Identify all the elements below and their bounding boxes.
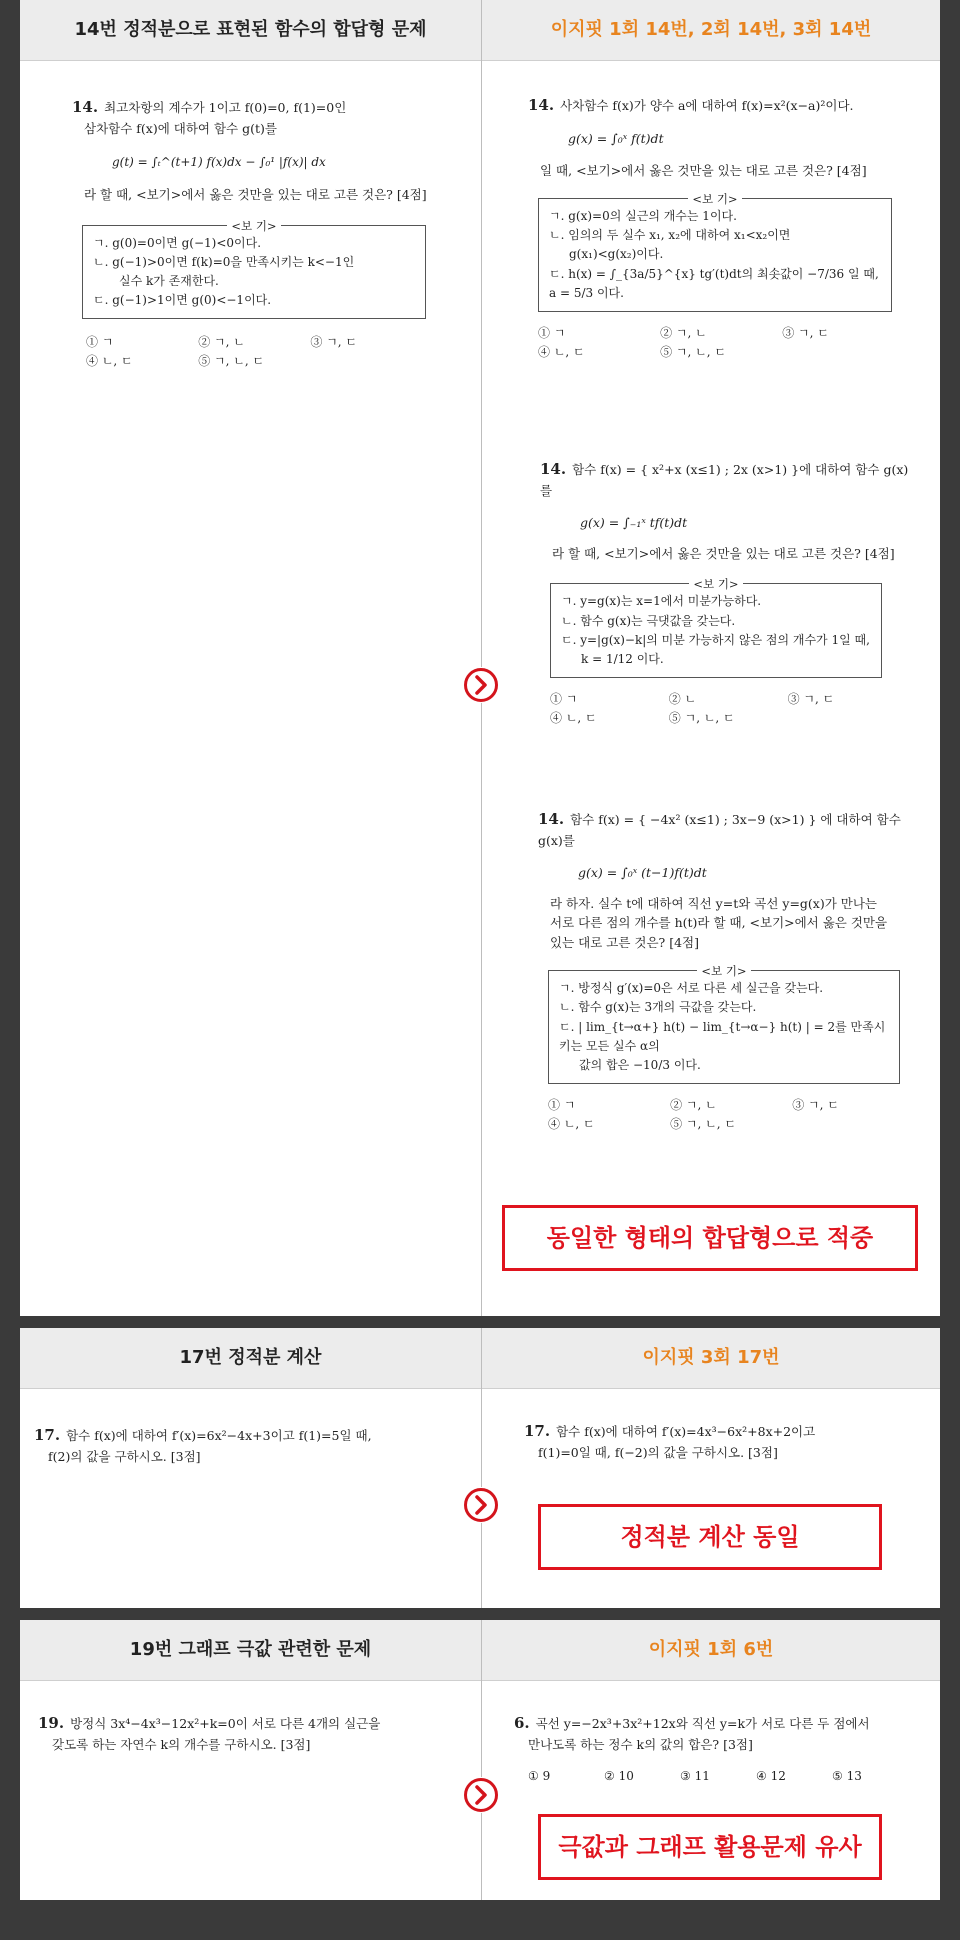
left-header-title: 19번 그래프 극값 관련한 문제 bbox=[129, 1639, 372, 1660]
column-divider bbox=[481, 0, 482, 1316]
chevron-right-circle-icon bbox=[463, 667, 499, 703]
exam-problem-19 bbox=[38, 1712, 478, 1755]
choice: ⑤ ㄱ, ㄴ, ㄷ bbox=[668, 710, 735, 725]
bogi-box bbox=[82, 218, 426, 320]
problem-line: 방정식 3x⁴−4x³−12x²+k=0이 서로 다른 4개의 실근을 bbox=[70, 1716, 381, 1731]
choice: ③ ㄱ, ㄷ bbox=[310, 335, 358, 350]
problem-number: 14. bbox=[528, 96, 555, 114]
choice: ① ㄱ bbox=[86, 335, 114, 350]
problem-line: 만나도록 하는 정수 k의 값의 합은? [3점] bbox=[528, 1737, 753, 1753]
problem-formula: g(x) = ∫₋₁ˣ tf(t)dt bbox=[580, 514, 688, 530]
bogi-item: ㄴ. g(−1)>0이면 f(k)=0을 만족시키는 k<−1인 bbox=[93, 254, 355, 269]
problem-number: 17. bbox=[524, 1422, 551, 1440]
choice: ④ ㄴ, ㄷ bbox=[550, 710, 597, 725]
bogi-title: <보 기> bbox=[688, 192, 741, 206]
choice: ③ 11 bbox=[680, 1768, 710, 1783]
problem-number: 14. bbox=[538, 810, 565, 828]
right-header-title: 이지핏 1회 6번 bbox=[648, 1639, 774, 1660]
bogi-item: 값의 합은 −10/3 이다. bbox=[579, 1057, 701, 1072]
bogi-item: ㄱ. g(x)=0의 실근의 개수는 1이다. bbox=[549, 209, 737, 223]
highlight-text: 동일한 형태의 합답형으로 적중 bbox=[546, 1224, 874, 1252]
right-header-title: 이지핏 1회 14번, 2회 14번, 3회 14번 bbox=[550, 19, 872, 40]
choice: ④ ㄴ, ㄷ bbox=[86, 353, 133, 368]
problem-line: 사차함수 f(x)가 양수 a에 대하여 f(x)=x²(x−a)²이다. bbox=[560, 98, 854, 113]
problem-number: 17. bbox=[34, 1426, 61, 1444]
bogi-item: ㄷ. h(x) = ∫_{3a/5}^{x} tg′(t)dt의 최솟값이 −7/36 일 때, a = 5/3 이다. bbox=[549, 266, 879, 300]
easyfit-problem-6 bbox=[514, 1712, 924, 1785]
bogi-item: k = 1/12 이다. bbox=[581, 651, 664, 666]
right-header-title: 이지핏 3회 17번 bbox=[642, 1347, 780, 1368]
problem-number: 6. bbox=[514, 1714, 530, 1732]
highlight-box bbox=[538, 1504, 882, 1570]
bogi-box bbox=[538, 192, 892, 312]
bogi-item: ㄷ. | lim_{t→α+} h(t) − lim_{t→α−} h(t) | = 2를 만족시키는 모든 실수 α의 bbox=[559, 1019, 886, 1053]
choice: ⑤ ㄱ, ㄴ, ㄷ bbox=[198, 353, 265, 368]
section-header bbox=[20, 1620, 940, 1681]
problem-line: 라 할 때, <보기>에서 옳은 것만을 있는 대로 고른 것은? [4점] bbox=[552, 546, 895, 561]
bogi-item: ㄴ. 임의의 두 실수 x₁, x₂에 대하여 x₁<x₂이면 bbox=[549, 228, 791, 243]
choice: ② ㄱ, ㄴ bbox=[670, 1098, 717, 1113]
bogi-title: <보 기> bbox=[697, 964, 750, 978]
bogi-item: ㄱ. y=g(x)는 x=1에서 미분가능하다. bbox=[561, 594, 762, 609]
choice: ② ㄱ, ㄴ bbox=[660, 325, 707, 340]
choice: ③ ㄱ, ㄷ bbox=[782, 325, 829, 340]
problem-formula: g(t) = ∫ₜ^(t+1) f(x)dx − ∫₀¹ |f(x)| dx bbox=[112, 154, 326, 169]
choice: ① ㄱ bbox=[548, 1098, 576, 1113]
problem-number: 19. bbox=[38, 1714, 65, 1732]
problem-number: 14. bbox=[72, 98, 99, 116]
comparison-section-17 bbox=[20, 1328, 940, 1608]
problem-line: 서로 다른 점의 개수를 h(t)라 할 때, <보기>에서 옳은 것만을 bbox=[550, 915, 888, 931]
problem-line: 라 하자. 실수 t에 대하여 직선 y=t와 곡선 y=g(x)가 만나는 bbox=[550, 896, 878, 911]
bogi-item: g(x₁)<g(x₂)이다. bbox=[569, 247, 664, 262]
bogi-title: <보 기> bbox=[227, 219, 280, 233]
easyfit-problem-14-b bbox=[540, 458, 920, 727]
comparison-section-14 bbox=[20, 0, 940, 1316]
choice: ① ㄱ bbox=[550, 692, 578, 707]
left-header-title: 17번 정적분 계산 bbox=[179, 1347, 322, 1368]
problem-line: 최고차항의 계수가 1이고 f(0)=0, f(1)=0인 bbox=[104, 100, 347, 115]
choice: ② ㄱ, ㄴ bbox=[198, 335, 245, 350]
bogi-item: ㄴ. 함수 g(x)는 극댓값을 갖는다. bbox=[561, 613, 736, 628]
bogi-title: <보 기> bbox=[689, 577, 742, 591]
easyfit-problem-14-a bbox=[528, 94, 918, 361]
exam-problem-17 bbox=[34, 1424, 474, 1467]
bogi-item: ㄱ. g(0)=0이면 g(−1)<0이다. bbox=[93, 235, 262, 250]
choice: ① 9 bbox=[528, 1768, 551, 1783]
bogi-item: ㄷ. g(−1)>1이면 g(0)<−1이다. bbox=[93, 293, 272, 308]
answer-choices bbox=[528, 1767, 908, 1786]
left-header-title: 14번 정적분으로 표현된 함수의 합답형 문제 bbox=[74, 19, 427, 40]
choice: ⑤ ㄱ, ㄴ, ㄷ bbox=[670, 1116, 736, 1131]
chevron-right-circle-icon bbox=[463, 1487, 499, 1523]
chevron-right-circle-icon bbox=[463, 1777, 499, 1813]
easyfit-problem-17 bbox=[524, 1420, 924, 1463]
problem-number: 14. bbox=[540, 460, 567, 478]
problem-formula: g(x) = ∫₀ˣ (t−1)f(t)dt bbox=[578, 864, 707, 880]
highlight-box bbox=[502, 1205, 918, 1271]
problem-line: 함수 f(x) = { x²+x (x≤1) ; 2x (x>1) }에 대하여 함수 g(x)를 bbox=[540, 462, 909, 499]
bogi-box bbox=[550, 577, 882, 678]
choice: ① ㄱ bbox=[538, 325, 566, 340]
problem-line: 삼차함수 f(x)에 대하여 함수 g(t)를 bbox=[84, 121, 277, 137]
column-divider bbox=[481, 1328, 482, 1608]
problem-line: 라 할 때, <보기>에서 옳은 것만을 있는 대로 고른 것은? [4점] bbox=[84, 187, 427, 203]
problem-line: 일 때, <보기>에서 옳은 것만을 있는 대로 고른 것은? [4점] bbox=[540, 162, 867, 178]
answer-choices bbox=[86, 333, 426, 370]
highlight-text: 극값과 그래프 활용문제 유사 bbox=[558, 1833, 862, 1861]
answer-choices bbox=[548, 1096, 918, 1133]
choice: ③ ㄱ, ㄷ bbox=[792, 1098, 839, 1113]
bogi-item: ㄱ. 방정식 g′(x)=0은 서로 다른 세 실근을 갖는다. bbox=[559, 981, 824, 996]
bogi-item: 실수 k가 존재한다. bbox=[119, 273, 219, 288]
highlight-text: 정적분 계산 동일 bbox=[620, 1523, 800, 1551]
problem-line: 곡선 y=−2x³+3x²+12x와 직선 y=k가 서로 다른 두 점에서 bbox=[535, 1716, 870, 1731]
problem-line: f(1)=0일 때, f(−2)의 값을 구하시오. [3점] bbox=[538, 1445, 778, 1461]
exam-problem-14 bbox=[72, 96, 432, 371]
problem-line: 함수 f(x)에 대하여 f′(x)=6x²−4x+3이고 f(1)=5일 때, bbox=[66, 1428, 372, 1443]
choice: ④ 12 bbox=[756, 1768, 786, 1783]
choice: ⑤ ㄱ, ㄴ, ㄷ bbox=[660, 344, 726, 359]
bogi-item: ㄴ. 함수 g(x)는 3개의 극값을 갖는다. bbox=[559, 1000, 757, 1015]
answer-choices bbox=[550, 690, 910, 727]
choice: ⑤ 13 bbox=[832, 1768, 862, 1783]
problem-line: f(2)의 값을 구하시오. [3점] bbox=[48, 1449, 201, 1465]
problem-formula: g(x) = ∫₀ˣ f(t)dt bbox=[568, 131, 664, 147]
problem-line: 함수 f(x) = { −4x² (x≤1) ; 3x−9 (x>1) } 에 대하여 함수 g(x)를 bbox=[538, 812, 901, 849]
bogi-item: ㄷ. y=|g(x)−k|의 미분 가능하지 않은 점의 개수가 1일 때, bbox=[561, 632, 870, 647]
problem-line: 있는 대로 고른 것은? [4점] bbox=[550, 934, 699, 950]
choice: ② ㄴ bbox=[668, 692, 697, 707]
answer-choices bbox=[538, 324, 908, 361]
choice: ② 10 bbox=[604, 1768, 634, 1783]
comparison-section-19 bbox=[20, 1620, 940, 1900]
section-header bbox=[20, 0, 940, 61]
choice: ④ ㄴ, ㄷ bbox=[538, 344, 585, 359]
choice: ④ ㄴ, ㄷ bbox=[548, 1116, 595, 1131]
problem-line: 함수 f(x)에 대하여 f′(x)=4x³−6x²+8x+2이고 bbox=[556, 1424, 816, 1439]
problem-line: 갖도록 하는 자연수 k의 개수를 구하시오. [3점] bbox=[52, 1737, 311, 1753]
column-divider bbox=[481, 1620, 482, 1900]
highlight-box bbox=[538, 1814, 882, 1880]
bogi-box bbox=[548, 964, 900, 1084]
choice: ③ ㄱ, ㄷ bbox=[787, 692, 835, 707]
section-header bbox=[20, 1328, 940, 1389]
easyfit-problem-14-c bbox=[538, 808, 922, 1133]
